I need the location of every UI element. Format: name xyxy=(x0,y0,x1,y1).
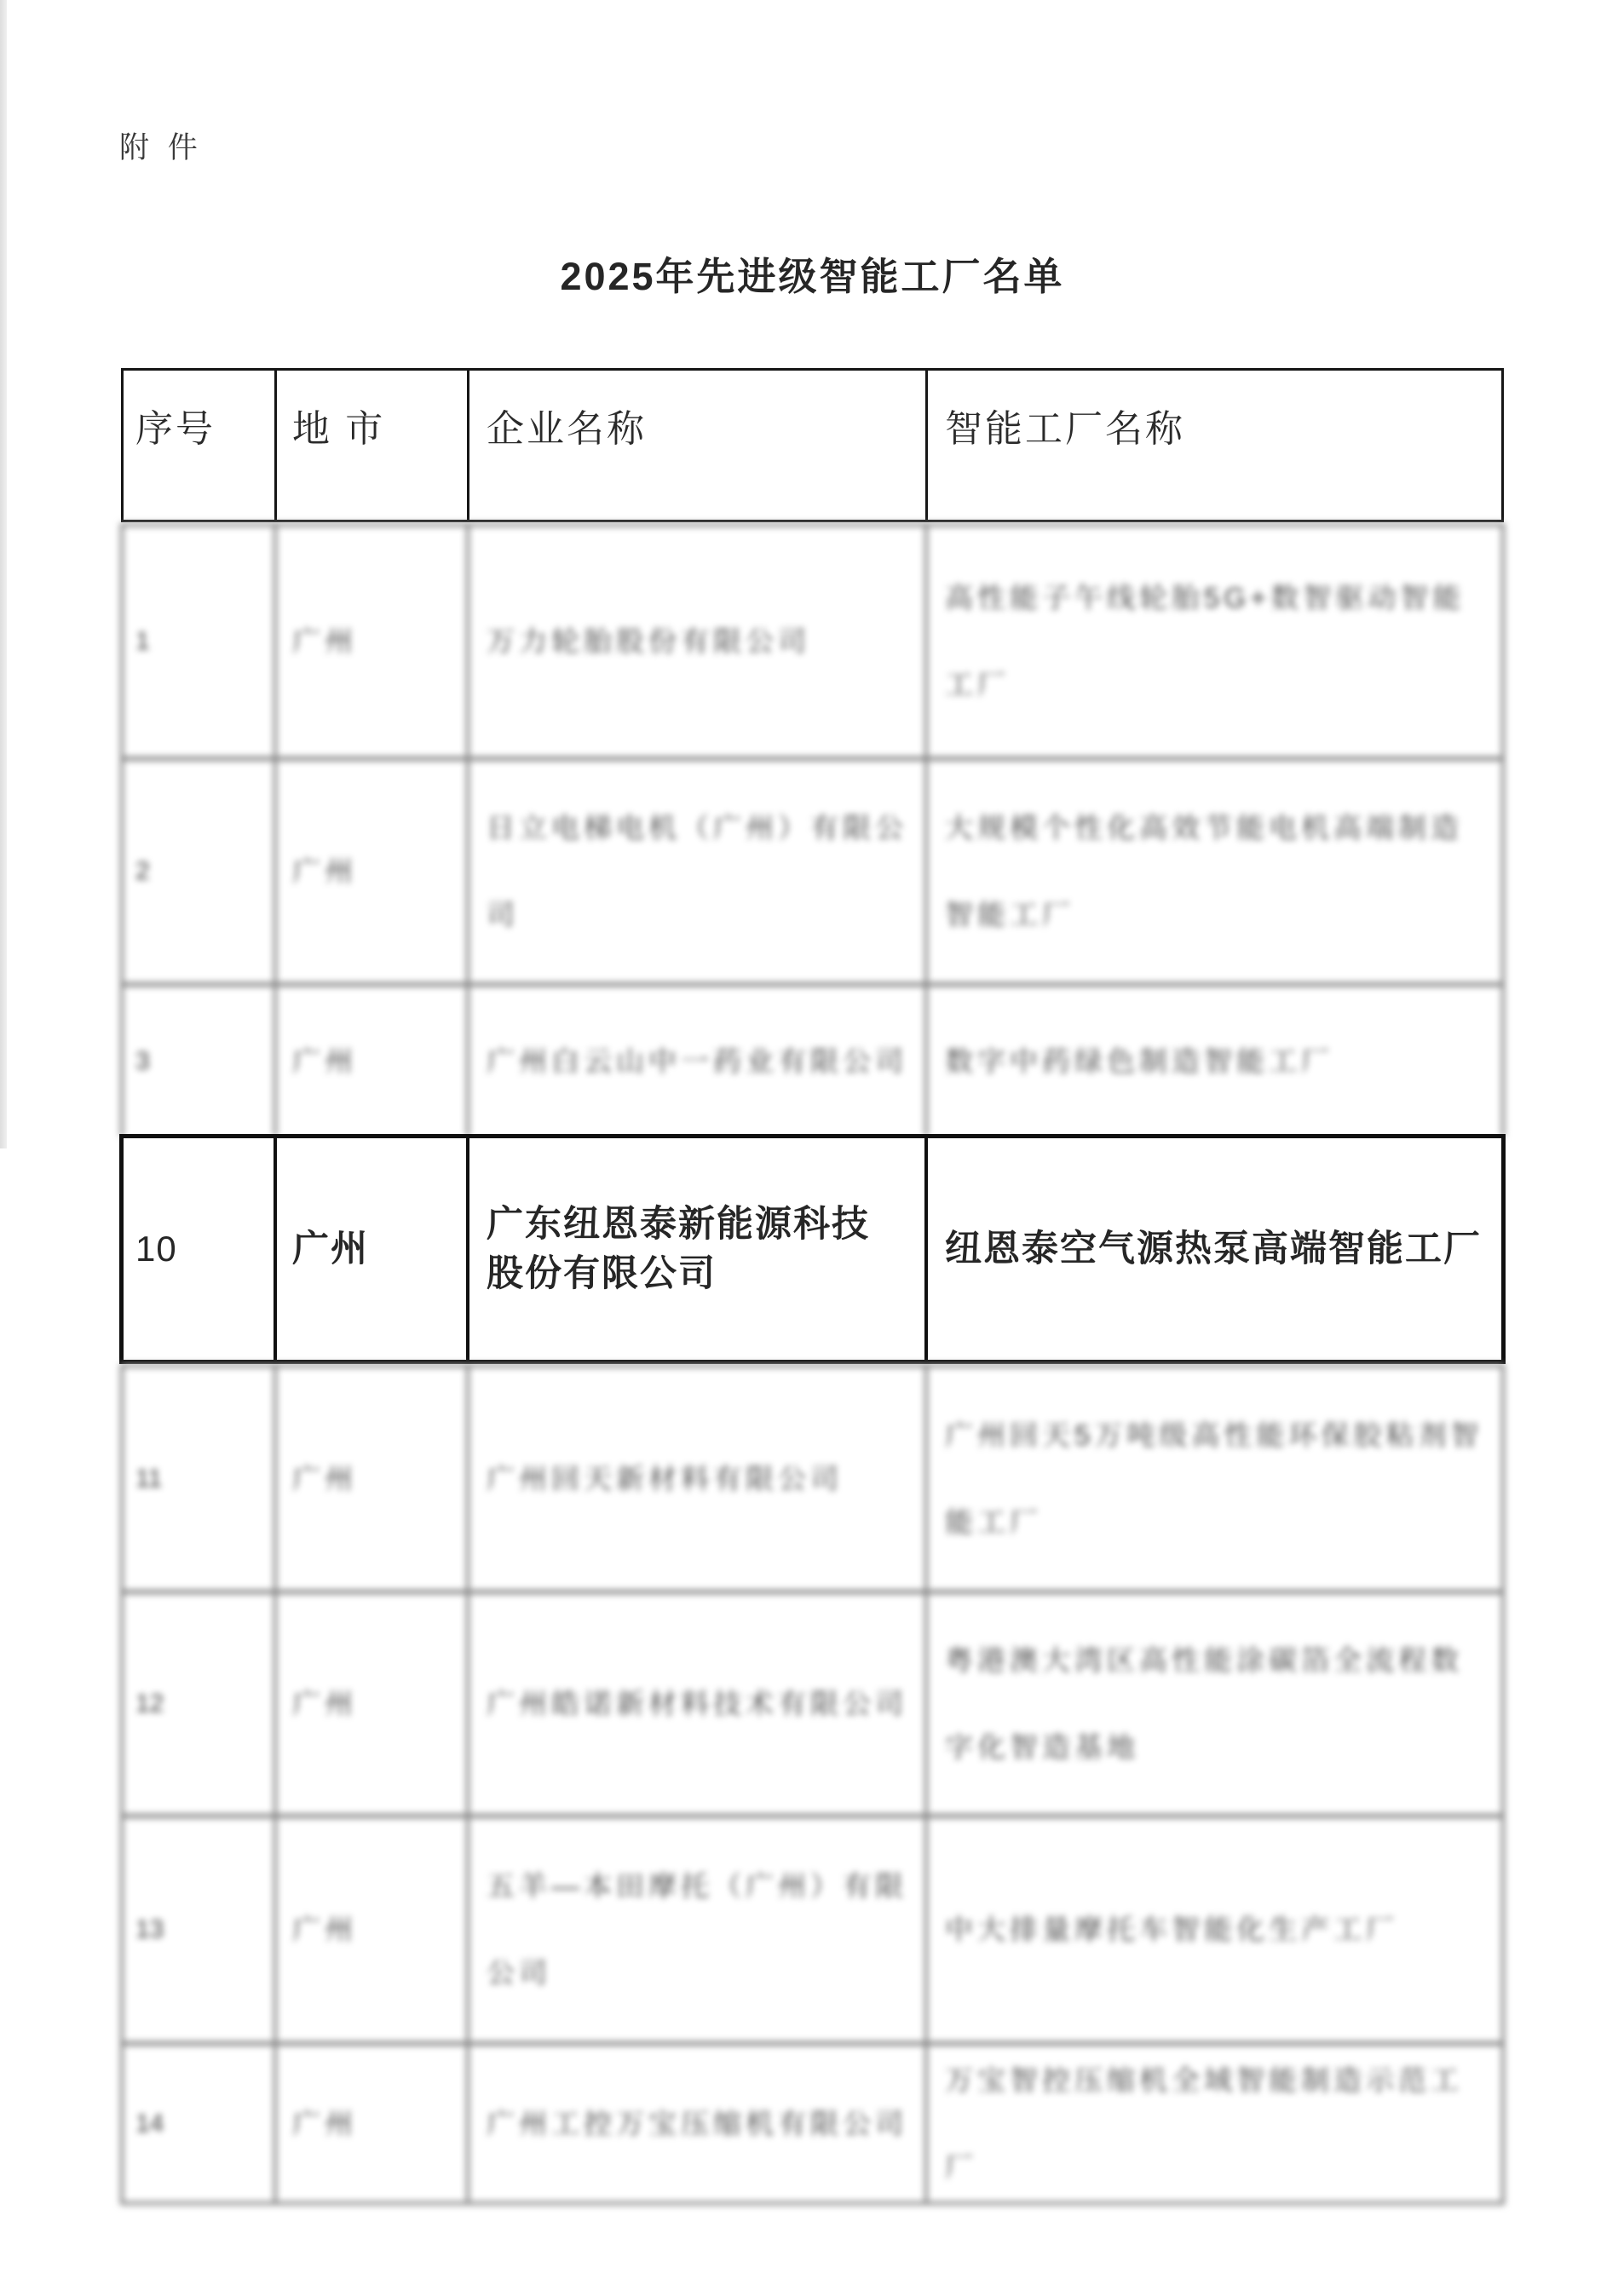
cell-factory: 高性能子午线轮胎5G+数智驱动智能工厂 xyxy=(945,582,1466,700)
column-header-city: 地 市 xyxy=(277,371,469,520)
cell-factory: 数字中药绿色制造智能工厂 xyxy=(945,1045,1333,1077)
table-row xyxy=(124,1594,1501,1818)
highlighted-row-10 xyxy=(119,1134,1506,1364)
cell-factory: 大规模个性化高效节能电机高端制造智能工厂 xyxy=(945,812,1463,930)
cell-company: 广州工控万宝压缩机有限公司 xyxy=(469,2046,928,2202)
cell-city: 广州 xyxy=(277,527,469,757)
cell-city: 广州 xyxy=(277,1594,469,1814)
cell-company: 五羊—本田摩托（广州）有限公司 xyxy=(469,1818,928,2041)
cell-serial: 14 xyxy=(124,2046,277,2202)
table-header-row xyxy=(121,368,1504,522)
blurred-rows-top xyxy=(120,523,1505,1137)
cell-company: 广东纽恩泰新能源科技股份有限公司 xyxy=(469,1138,928,1360)
cell-company: 万力轮胎股份有限公司 xyxy=(469,527,928,757)
column-header-company: 企业名称 xyxy=(469,371,928,520)
cell-city: 广州 xyxy=(277,1818,469,2041)
cell-factory: 万宝智控压缩机全域智能制造示范工厂 xyxy=(945,2064,1463,2183)
cell-company: 广州白云山中一药业有限公司 xyxy=(469,987,928,1137)
cell-company: 广州皓诺新材料技术有限公司 xyxy=(469,1594,928,1814)
cell-serial: 10 xyxy=(124,1138,277,1360)
table-row xyxy=(124,761,1501,987)
column-header-factory: 智能工厂名称 xyxy=(945,408,1185,450)
cell-serial: 11 xyxy=(124,1367,277,1590)
cell-serial: 1 xyxy=(124,527,277,757)
column-header-serial: 序号 xyxy=(124,371,277,520)
table-row xyxy=(124,2046,1501,2202)
cell-factory: 广州回天5万吨级高性能环保胶粘剂智能工厂 xyxy=(945,1419,1483,1538)
table-row xyxy=(124,1818,1501,2046)
cell-serial: 12 xyxy=(124,1594,277,1814)
cell-serial: 13 xyxy=(124,1818,277,2041)
cell-city: 广州 xyxy=(277,1138,469,1360)
cell-serial: 3 xyxy=(124,987,277,1137)
cell-city: 广州 xyxy=(277,987,469,1137)
table-row xyxy=(124,1367,1501,1594)
cell-city: 广州 xyxy=(277,1367,469,1590)
cell-company: 广州回天新材料有限公司 xyxy=(469,1367,928,1590)
cell-city: 广州 xyxy=(277,761,469,982)
page-edge-shadow xyxy=(0,0,7,1148)
table-row xyxy=(124,987,1501,1137)
blurred-rows-bottom xyxy=(120,1364,1505,2205)
cell-city: 广州 xyxy=(277,2046,469,2202)
cell-factory: 粤港澳大湾区高性能涂碳箔全流程数字化智造基地 xyxy=(945,1644,1463,1763)
page-title: 2025年先进级智能工厂名单 xyxy=(560,255,1065,298)
cell-serial: 2 xyxy=(124,761,277,982)
cell-company: 日立电梯电机（广州）有限公司 xyxy=(469,761,928,982)
cell-factory: 中大排量摩托车智能化生产工厂 xyxy=(945,1914,1398,1945)
table-row xyxy=(124,527,1501,761)
attachment-label: 附 件 xyxy=(119,131,203,164)
cell-factory: 纽恩泰空气源热泵高端智能工厂 xyxy=(945,1229,1482,1269)
